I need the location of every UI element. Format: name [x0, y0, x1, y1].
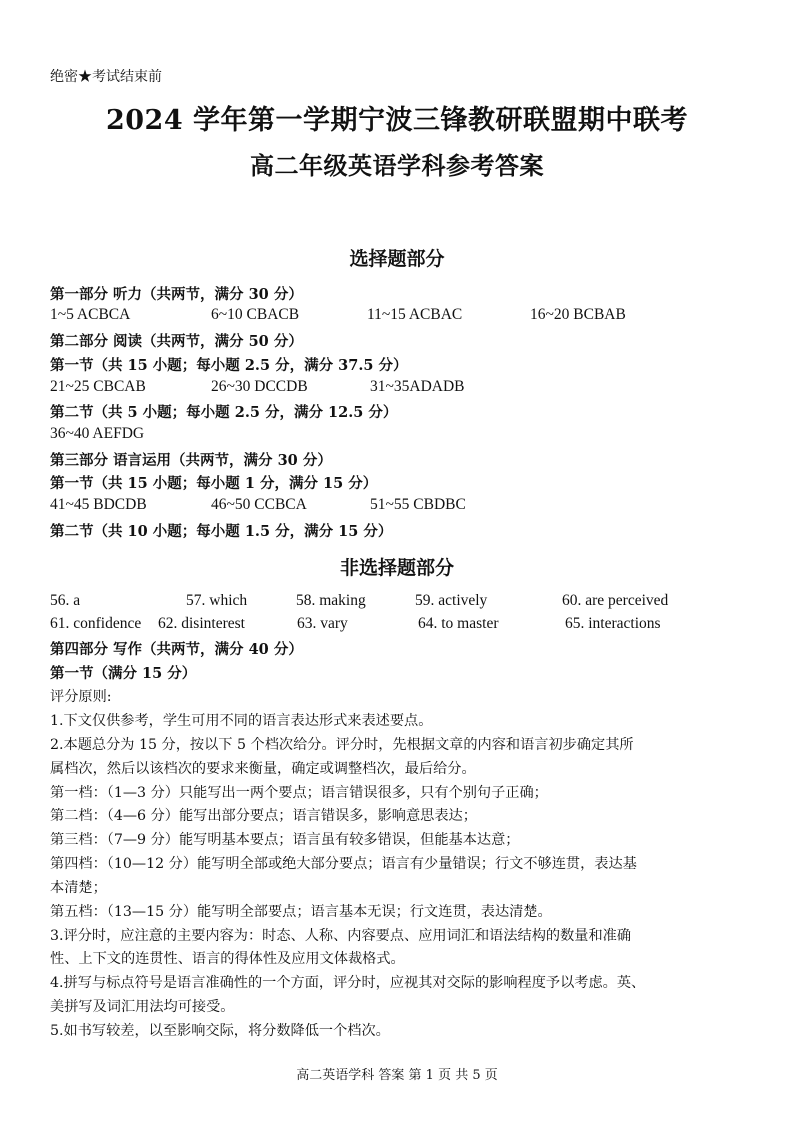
page-subtitle: 高二年级英语学科参考答案: [250, 151, 544, 180]
body-line: 第一档：（1—3 分）只能写出一两个要点；语言错误很多，只有个别句子正确；: [50, 785, 548, 801]
part2-heading: 第二部分 阅读（共两节，满分 50 分）: [50, 333, 303, 350]
answer-cell: 11~15 ACBAC: [367, 306, 463, 323]
answer-cell: 63. vary: [297, 615, 348, 632]
body-line: 2.本题总分为 15 分，按以下 5 个档次给分。评分时，先根据文章的内容和语言初步确定其所: [50, 737, 634, 753]
body-line: 第四档：（10—12 分）能写明全部或绝大部分要点；语言有少量错误；行文不够连贯，表达基: [50, 856, 637, 872]
body-line: 3.评分时，应注意的主要内容为：时态、人称、内容要点、应用词汇和语法结构的数量和准确: [50, 928, 632, 944]
body-line: 属档次，然后以该档次的要求来衡量，确定或调整档次，最后给分。: [50, 761, 476, 777]
part3-sec1-heading: 第一节（共 15 小题；每小题 1 分，满分 15 分）: [50, 475, 378, 492]
body-line: 美拼写及词汇用法均可接受。: [50, 999, 235, 1015]
answer-cell: 41~45 BDCDB: [50, 496, 147, 513]
body-line: 4.拼写与标点符号是语言准确性的一个方面，评分时，应视其对交际的影响程度予以考虑。英、: [50, 975, 646, 991]
answer-cell: 6~10 CBACB: [211, 306, 300, 323]
page-title: 2024 学年第一学期宁波三锋教研联盟期中联考: [105, 105, 689, 136]
answer-cell: 36~40 AEFDG: [50, 425, 145, 442]
answer-cell: 65. interactions: [565, 615, 661, 632]
answer-cell: 16~20 BCBAB: [530, 306, 626, 323]
answer-cell: 51~55 CBDBC: [370, 496, 466, 513]
body-line: 1.下文仅供参考，学生可用不同的语言表达形式来表述要点。: [50, 713, 433, 729]
body-line: 第五档：（13—15 分）能写明全部要点；语言基本无误；行文连贯，表达清楚。: [50, 904, 552, 920]
answer-cell: 57. which: [186, 592, 248, 609]
answer-cell: 58. making: [296, 592, 366, 609]
choice-section-title: 选择题部分: [349, 248, 445, 270]
part3-sec2-heading: 第二节（共 10 小题；每小题 1.5 分，满分 15 分）: [50, 523, 393, 540]
answer-cell: 60. are perceived: [562, 592, 669, 609]
part4-heading: 第四部分 写作（共两节，满分 40 分）: [50, 641, 303, 658]
answer-cell: 46~50 CCBCA: [211, 496, 307, 513]
part1-heading: 第一部分 听力（共两节，满分 30 分）: [50, 286, 303, 303]
answer-cell: 61. confidence: [50, 615, 142, 632]
part3-heading: 第三部分 语言运用（共两节，满分 30 分）: [50, 452, 332, 469]
nonchoice-section-title: 非选择题部分: [339, 557, 454, 579]
principles-label: 评分原则:: [50, 689, 112, 705]
answer-cell: 64. to master: [418, 615, 499, 632]
body-line: 第三档：（7—9 分）能写明基本要点；语言虽有较多错误，但能基本达意；: [50, 832, 520, 848]
part4-sec1-heading: 第一节（满分 15 分）: [50, 665, 197, 682]
body-line: 第二档：（4—6 分）能写出部分要点；语言错误多，影响意思表达；: [50, 808, 477, 824]
page-footer: 高二英语学科 答案 第 1 页 共 5 页: [296, 1068, 498, 1083]
body-line: 5.如书写较差，以至影响交际，将分数降低一个档次。: [50, 1023, 390, 1039]
answer-cell: 62. disinterest: [158, 615, 245, 632]
answer-cell: 31~35ADADB: [370, 378, 465, 395]
part2-sec2-heading: 第二节（共 5 小题；每小题 2.5 分，满分 12.5 分）: [50, 404, 398, 421]
body-line: 本清楚；: [50, 880, 107, 896]
answer-cell: 1~5 ACBCA: [50, 306, 131, 323]
answer-cell: 59. actively: [415, 592, 488, 609]
answer-cell: 21~25 CBCAB: [50, 378, 146, 395]
body-line: 性、上下文的连贯性、语言的得体性及应用文体裁格式。: [50, 951, 405, 967]
secret-label: 绝密★考试结束前: [50, 69, 162, 85]
answer-cell: 26~30 DCCDB: [211, 378, 308, 395]
answer-cell: 56. a: [50, 592, 81, 609]
part2-sec1-heading: 第一节（共 15 小题；每小题 2.5 分，满分 37.5 分）: [50, 357, 408, 374]
